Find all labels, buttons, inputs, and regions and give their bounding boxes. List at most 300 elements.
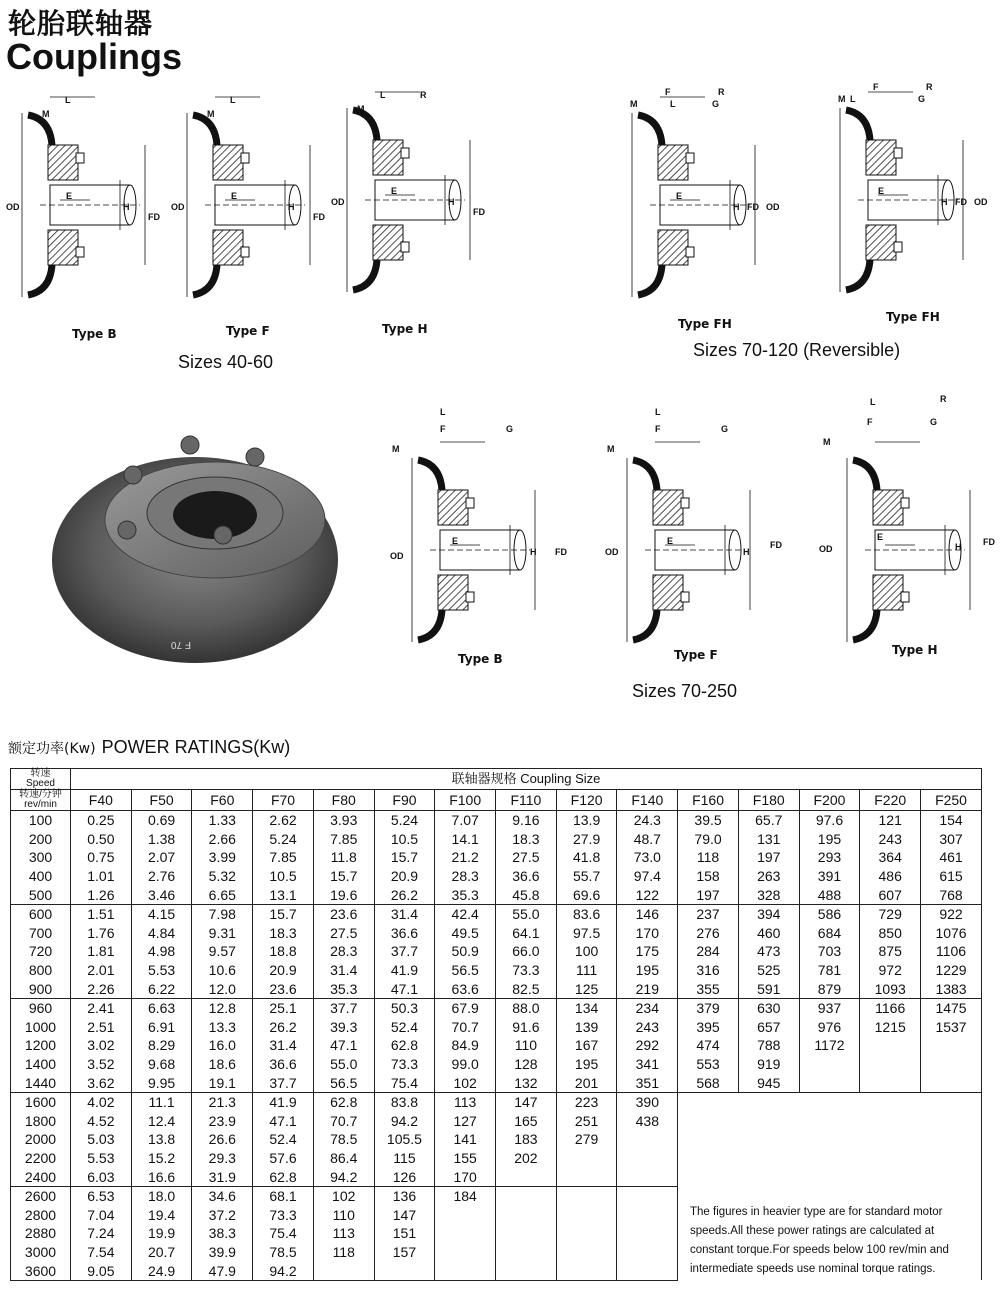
rating-cell: 39.3: [313, 1018, 374, 1037]
rating-cell: 110: [496, 1036, 557, 1055]
rating-cell: 37.7: [374, 942, 435, 961]
rating-cell: 26.6: [192, 1130, 253, 1149]
rating-cell: 65.7: [738, 811, 799, 830]
table-row: [11, 885, 982, 904]
size-header-f40: F40: [71, 790, 132, 811]
rating-cell: 121: [860, 811, 921, 830]
rating-cell: 41.8: [556, 848, 617, 867]
rating-cell: [921, 1055, 982, 1074]
rating-cell: 202: [496, 1149, 557, 1168]
svg-text:F: F: [867, 417, 873, 427]
rating-cell: 9.57: [192, 942, 253, 961]
svg-text:OD: OD: [974, 197, 988, 207]
rating-cell: 390: [617, 1092, 678, 1111]
rating-cell: 38.3: [192, 1224, 253, 1243]
rating-cell: 6.63: [131, 998, 192, 1017]
rating-cell: 1475: [921, 998, 982, 1017]
rating-cell: 394: [738, 904, 799, 923]
rating-cell: 73.3: [496, 961, 557, 980]
rating-cell: 132: [496, 1073, 557, 1092]
power-ratings-heading-cn: 额定功率(Kw): [8, 741, 96, 757]
rating-cell: [617, 1261, 678, 1280]
rating-cell: 1.26: [71, 885, 132, 904]
rating-cell: 11.8: [313, 848, 374, 867]
coupling-photo: [45, 435, 355, 665]
ratings-note: The figures in heavier type are for standard motor speeds.All these power ratings are calculated at constant torque.For speeds below 100 rev/min and intermediate speeds use nominal torque ratings.: [690, 1206, 949, 1275]
rating-cell: 586: [799, 904, 860, 923]
svg-text:FD: FD: [770, 540, 782, 550]
rating-cell: 351: [617, 1073, 678, 1092]
svg-text:H: H: [123, 202, 130, 212]
rating-cell: 1172: [799, 1036, 860, 1055]
rating-cell: 568: [678, 1073, 739, 1092]
svg-text:F: F: [655, 424, 661, 434]
rating-cell: 15.7: [374, 848, 435, 867]
rating-cell: 19.9: [131, 1224, 192, 1243]
rating-cell: 937: [799, 998, 860, 1017]
size-header-f220: F220: [860, 790, 921, 811]
rating-cell: 1.76: [71, 924, 132, 943]
rating-cell: 195: [799, 830, 860, 849]
rating-cell: 7.24: [71, 1224, 132, 1243]
speed-cell: 500: [11, 885, 71, 904]
rating-cell: 10.6: [192, 961, 253, 980]
rating-cell: 13.3: [192, 1018, 253, 1037]
rating-cell: 94.2: [313, 1167, 374, 1186]
photo-label: F 70: [170, 639, 191, 650]
rating-cell: 3.62: [71, 1073, 132, 1092]
rating-cell: 47.1: [374, 979, 435, 998]
rating-cell: 18.3: [253, 924, 314, 943]
rating-cell: 154: [921, 811, 982, 830]
table-row: [11, 1036, 982, 1055]
rating-cell: 28.3: [435, 867, 496, 886]
svg-text:R: R: [718, 87, 725, 97]
rating-cell: [556, 1224, 617, 1243]
svg-text:L: L: [870, 397, 876, 407]
speed-cell: 900: [11, 979, 71, 998]
rating-cell: 70.7: [435, 1018, 496, 1037]
rating-cell: 364: [860, 848, 921, 867]
rating-cell: 11.1: [131, 1092, 192, 1111]
rating-cell: 1.81: [71, 942, 132, 961]
svg-text:FD: FD: [313, 212, 325, 222]
rating-cell: 184: [435, 1186, 496, 1205]
rating-cell: 15.7: [313, 867, 374, 886]
rating-cell: 1229: [921, 961, 982, 980]
rating-cell: 1.01: [71, 867, 132, 886]
rating-cell: 55.7: [556, 867, 617, 886]
rating-cell: [556, 1149, 617, 1168]
rating-cell: 127: [435, 1112, 496, 1131]
rating-cell: 105.5: [374, 1130, 435, 1149]
table-row: [11, 867, 982, 886]
size-header-f120: F120: [556, 790, 617, 811]
rating-cell: 292: [617, 1036, 678, 1055]
svg-text:FD: FD: [473, 207, 485, 217]
rating-cell: 63.6: [435, 979, 496, 998]
speed-cell: 800: [11, 961, 71, 980]
caption-sizes-70-120: Sizes 70-120 (Reversible): [693, 340, 901, 360]
rating-cell: 684: [799, 924, 860, 943]
svg-text:H: H: [733, 202, 740, 212]
speed-cell: 2000: [11, 1130, 71, 1149]
rating-cell: 6.65: [192, 885, 253, 904]
rating-cell: 99.0: [435, 1055, 496, 1074]
rating-cell: [860, 1036, 921, 1055]
rating-cell: 922: [921, 904, 982, 923]
svg-text:H: H: [941, 197, 948, 207]
svg-text:G: G: [712, 99, 720, 109]
svg-text:E: E: [878, 186, 885, 196]
rating-cell: 183: [496, 1130, 557, 1149]
rating-cell: 28.3: [313, 942, 374, 961]
size-header-f90: F90: [374, 790, 435, 811]
svg-text:M: M: [42, 109, 50, 119]
rating-cell: 83.6: [556, 904, 617, 923]
type-f-label-large: Type F: [674, 648, 718, 662]
rating-cell: 113: [435, 1092, 496, 1111]
rating-cell: [496, 1167, 557, 1186]
rating-cell: 27.5: [496, 848, 557, 867]
rating-cell: 13.1: [253, 885, 314, 904]
rating-cell: 97.6: [799, 811, 860, 830]
rating-cell: [556, 1243, 617, 1262]
rating-cell: 2.51: [71, 1018, 132, 1037]
rating-cell: 139: [556, 1018, 617, 1037]
rating-cell: 2.01: [71, 961, 132, 980]
svg-text:E: E: [391, 186, 398, 196]
rating-cell: 70.7: [313, 1112, 374, 1131]
rating-cell: 18.6: [192, 1055, 253, 1074]
svg-text:OD: OD: [6, 202, 20, 212]
rating-cell: 6.91: [131, 1018, 192, 1037]
size-header-f250: F250: [921, 790, 982, 811]
rating-cell: 8.29: [131, 1036, 192, 1055]
svg-text:L: L: [655, 407, 661, 417]
rating-cell: 7.85: [253, 848, 314, 867]
rating-cell: 395: [678, 1018, 739, 1037]
rating-cell: 615: [921, 867, 982, 886]
caption-sizes-70-250: Sizes 70-250: [632, 681, 738, 701]
rating-cell: 2.26: [71, 979, 132, 998]
rating-cell: 16.0: [192, 1036, 253, 1055]
rating-cell: [617, 1167, 678, 1186]
rating-cell: 29.3: [192, 1149, 253, 1168]
rating-cell: 88.0: [496, 998, 557, 1017]
rating-cell: 379: [678, 998, 739, 1017]
type-b-label-small: Type B: [72, 327, 117, 341]
rating-cell: [617, 1130, 678, 1149]
svg-text:H: H: [955, 542, 962, 552]
speed-cell: 1800: [11, 1112, 71, 1131]
rating-cell: 293: [799, 848, 860, 867]
rating-cell: 4.02: [71, 1092, 132, 1111]
rating-cell: 55.0: [313, 1055, 374, 1074]
rating-cell: [435, 1205, 496, 1224]
rating-cell: 630: [738, 998, 799, 1017]
rating-cell: [435, 1224, 496, 1243]
rating-cell: 50.9: [435, 942, 496, 961]
rating-cell: 42.4: [435, 904, 496, 923]
rating-cell: 237: [678, 904, 739, 923]
svg-text:F: F: [440, 424, 446, 434]
rating-cell: [860, 1073, 921, 1092]
speed-cell: 1600: [11, 1092, 71, 1111]
svg-text:FD: FD: [983, 537, 995, 547]
rating-cell: 55.0: [496, 904, 557, 923]
svg-text:M: M: [207, 109, 215, 119]
type-h-label-small: Type H: [382, 322, 428, 336]
rating-cell: 110: [313, 1205, 374, 1224]
rating-cell: 73.3: [253, 1205, 314, 1224]
rating-cell: 781: [799, 961, 860, 980]
rating-cell: 5.32: [192, 867, 253, 886]
svg-text:M: M: [392, 444, 400, 454]
rating-cell: 3.52: [71, 1055, 132, 1074]
rating-cell: 62.8: [374, 1036, 435, 1055]
rating-cell: 7.04: [71, 1205, 132, 1224]
rating-cell: 6.53: [71, 1186, 132, 1205]
diagram-type-fh-2: [838, 82, 988, 305]
rating-cell: 7.07: [435, 811, 496, 830]
table-row: [11, 998, 982, 1017]
svg-text:F: F: [665, 87, 671, 97]
rating-cell: 12.4: [131, 1112, 192, 1131]
rating-cell: 25.1: [253, 998, 314, 1017]
rating-cell: 243: [860, 830, 921, 849]
svg-text:OD: OD: [390, 551, 404, 561]
rating-cell: 5.03: [71, 1130, 132, 1149]
rating-cell: 276: [678, 924, 739, 943]
rating-cell: 75.4: [374, 1073, 435, 1092]
rating-cell: 919: [738, 1055, 799, 1074]
rating-cell: 5.24: [374, 811, 435, 830]
power-ratings-heading: [8, 737, 290, 758]
rating-cell: 20.7: [131, 1243, 192, 1262]
rating-cell: 972: [860, 961, 921, 980]
rating-cell: 136: [374, 1186, 435, 1205]
rating-cell: 195: [617, 961, 678, 980]
rating-cell: 21.2: [435, 848, 496, 867]
svg-text:H: H: [530, 547, 537, 557]
rating-cell: 100: [556, 942, 617, 961]
svg-text:E: E: [231, 191, 238, 201]
rating-cell: 7.85: [313, 830, 374, 849]
rating-cell: 703: [799, 942, 860, 961]
svg-text:R: R: [420, 90, 427, 100]
rating-cell: 57.6: [253, 1149, 314, 1168]
rating-cell: 27.9: [556, 830, 617, 849]
svg-text:H: H: [448, 197, 455, 207]
svg-text:FD: FD: [148, 212, 160, 222]
speed-cell: 1440: [11, 1073, 71, 1092]
rating-cell: 7.98: [192, 904, 253, 923]
rating-cell: 94.2: [253, 1261, 314, 1280]
rating-cell: 2.62: [253, 811, 314, 830]
rating-cell: 126: [374, 1167, 435, 1186]
rating-cell: 328: [738, 885, 799, 904]
rating-cell: 4.84: [131, 924, 192, 943]
size-header-f160: F160: [678, 790, 739, 811]
svg-text:H: H: [743, 547, 750, 557]
rating-cell: 31.4: [313, 961, 374, 980]
rating-cell: 37.2: [192, 1205, 253, 1224]
svg-text:FD: FD: [747, 202, 759, 212]
size-header-row: [11, 790, 982, 811]
svg-text:OD: OD: [605, 547, 619, 557]
rating-cell: 0.69: [131, 811, 192, 830]
rating-cell: 170: [435, 1167, 496, 1186]
rating-cell: 67.9: [435, 998, 496, 1017]
rating-cell: 19.4: [131, 1205, 192, 1224]
rating-cell: 263: [738, 867, 799, 886]
rating-cell: 50.3: [374, 998, 435, 1017]
rating-cell: 3.93: [313, 811, 374, 830]
svg-text:G: G: [721, 424, 729, 434]
rating-cell: [799, 1073, 860, 1092]
speed-cell: 2400: [11, 1167, 71, 1186]
rating-cell: 6.22: [131, 979, 192, 998]
rating-cell: 35.3: [435, 885, 496, 904]
rating-cell: [860, 1055, 921, 1074]
svg-text:E: E: [877, 532, 884, 542]
type-fh-label-1: Type FH: [678, 317, 732, 331]
rating-cell: 879: [799, 979, 860, 998]
rating-cell: [617, 1186, 678, 1205]
rating-cell: [374, 1261, 435, 1280]
rating-cell: 12.8: [192, 998, 253, 1017]
rating-cell: [556, 1205, 617, 1224]
rating-cell: 27.5: [313, 924, 374, 943]
rating-cell: 141: [435, 1130, 496, 1149]
rating-cell: [617, 1224, 678, 1243]
rating-cell: 73.0: [617, 848, 678, 867]
rating-cell: 788: [738, 1036, 799, 1055]
rating-cell: 37.7: [253, 1073, 314, 1092]
rating-cell: 34.6: [192, 1186, 253, 1205]
rating-cell: 2.41: [71, 998, 132, 1017]
speed-cell: 720: [11, 942, 71, 961]
speed-cell: 300: [11, 848, 71, 867]
table-row: [11, 1055, 982, 1074]
rating-cell: 102: [435, 1073, 496, 1092]
rating-cell: 36.6: [496, 867, 557, 886]
rating-cell: 9.31: [192, 924, 253, 943]
svg-text:E: E: [676, 191, 683, 201]
type-f-label-small: Type F: [226, 324, 270, 338]
rating-cell: 20.9: [374, 867, 435, 886]
rating-cell: 31.4: [374, 904, 435, 923]
table-row: [11, 924, 982, 943]
rating-cell: 525: [738, 961, 799, 980]
rating-cell: 223: [556, 1092, 617, 1111]
diagram-type-b-large: [390, 407, 567, 650]
rating-cell: 62.8: [313, 1092, 374, 1111]
rating-cell: 0.75: [71, 848, 132, 867]
rating-cell: 82.5: [496, 979, 557, 998]
rating-cell: 146: [617, 904, 678, 923]
unit-header: 转速/分钟 rev/min: [11, 790, 71, 811]
rating-cell: 170: [617, 924, 678, 943]
speed-cell: 3000: [11, 1243, 71, 1262]
rating-cell: 1093: [860, 979, 921, 998]
rating-cell: 13.8: [131, 1130, 192, 1149]
rating-cell: 131: [738, 830, 799, 849]
rating-cell: 56.5: [313, 1073, 374, 1092]
rating-cell: 83.8: [374, 1092, 435, 1111]
svg-text:L: L: [850, 94, 856, 104]
rating-cell: 118: [313, 1243, 374, 1262]
rating-cell: 125: [556, 979, 617, 998]
rating-cell: 5.53: [71, 1149, 132, 1168]
rating-cell: 7.54: [71, 1243, 132, 1262]
svg-text:OD: OD: [171, 202, 185, 212]
svg-text:G: G: [930, 417, 938, 427]
rating-cell: 6.03: [71, 1167, 132, 1186]
rating-cell: 35.3: [313, 979, 374, 998]
rating-cell: 147: [496, 1092, 557, 1111]
rating-cell: 473: [738, 942, 799, 961]
rating-cell: 251: [556, 1112, 617, 1131]
rating-cell: 37.7: [313, 998, 374, 1017]
svg-text:M: M: [607, 444, 615, 454]
rating-cell: 118: [678, 848, 739, 867]
speed-cell: 200: [11, 830, 71, 849]
rating-cell: 26.2: [253, 1018, 314, 1037]
rating-cell: 47.1: [253, 1112, 314, 1131]
rating-cell: [435, 1243, 496, 1262]
rating-cell: 23.6: [313, 904, 374, 923]
rating-cell: 488: [799, 885, 860, 904]
rating-cell: [496, 1224, 557, 1243]
speed-cell: 960: [11, 998, 71, 1017]
rating-cell: [799, 1055, 860, 1074]
rating-cell: 19.1: [192, 1073, 253, 1092]
size-header-f70: F70: [253, 790, 314, 811]
rating-cell: 41.9: [374, 961, 435, 980]
size-header-f140: F140: [617, 790, 678, 811]
svg-text:M: M: [357, 104, 365, 114]
rating-cell: 151: [374, 1224, 435, 1243]
svg-text:F: F: [873, 82, 879, 92]
table-row: [11, 848, 982, 867]
table-row: [11, 1073, 982, 1092]
rating-cell: 115: [374, 1149, 435, 1168]
rating-cell: 1166: [860, 998, 921, 1017]
rating-cell: 36.6: [374, 924, 435, 943]
rating-cell: 307: [921, 830, 982, 849]
rating-cell: 86.4: [313, 1149, 374, 1168]
rating-cell: 2.76: [131, 867, 192, 886]
rating-cell: [313, 1261, 374, 1280]
speed-cell: 3600: [11, 1261, 71, 1280]
rating-cell: 2.07: [131, 848, 192, 867]
page-title: Couplings: [6, 36, 182, 77]
svg-text:OD: OD: [331, 197, 345, 207]
rating-cell: 976: [799, 1018, 860, 1037]
rating-cell: 3.02: [71, 1036, 132, 1055]
rating-cell: [617, 1243, 678, 1262]
rating-cell: 36.6: [253, 1055, 314, 1074]
rating-cell: 94.2: [374, 1112, 435, 1131]
rating-cell: 768: [921, 885, 982, 904]
speed-cell: 2200: [11, 1149, 71, 1168]
speed-cell: 1400: [11, 1055, 71, 1074]
rating-cell: 20.9: [253, 961, 314, 980]
rating-cell: 18.8: [253, 942, 314, 961]
diagram-type-f-small: [171, 95, 335, 305]
